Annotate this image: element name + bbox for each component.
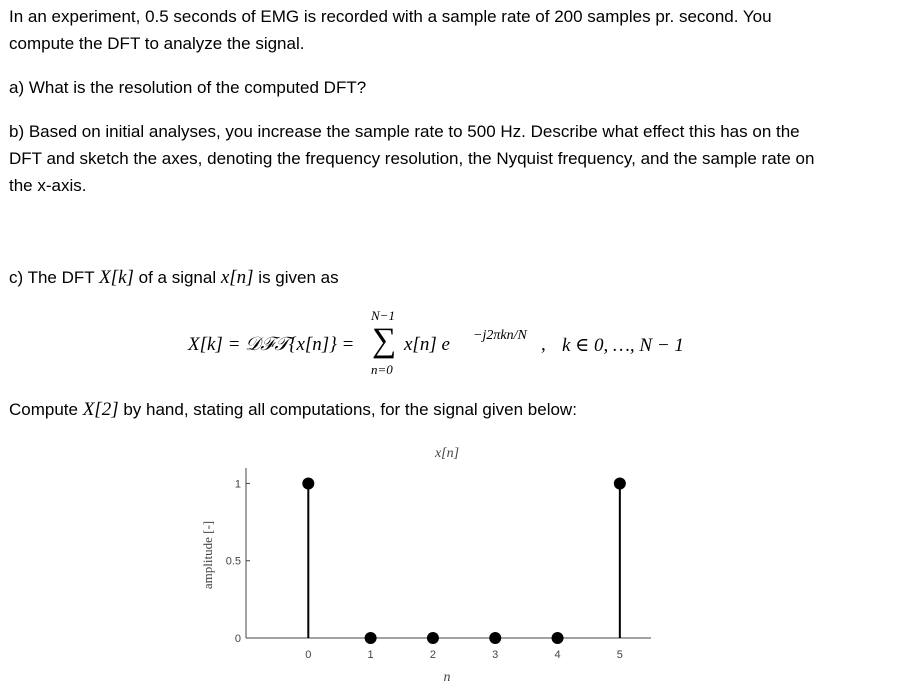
x-tick-label: 1 (367, 649, 374, 661)
y-tick-label: 0 (234, 633, 241, 645)
stem-marker (427, 632, 439, 644)
part-b-line-2: DFT and sketch the axes, denoting the frequency resolution, the Nyquist frequency, and the sample rate on (9, 149, 815, 168)
equation-range: k ∈ 0, …, N − 1 (562, 335, 684, 356)
x-tick-label: 3 (492, 649, 499, 661)
compute-X2: X[2] (82, 399, 119, 420)
equation-term: x[n] e (404, 334, 450, 355)
stem-marker (614, 477, 626, 489)
y-tick-label: 0.5 (225, 555, 241, 568)
x-tick-label: 0 (305, 649, 312, 661)
stem-marker (489, 632, 501, 644)
part-b-line-1: b) Based on initial analyses, you increase the sample rate to 500 Hz. Describe what effect this has on the (9, 122, 800, 141)
part-a-question: a) What is the resolution of the computed DFT? (9, 78, 367, 97)
x-tick-label: 5 (616, 649, 623, 661)
x-axis-label: n (443, 670, 451, 685)
part-c-xn: x[n] (220, 267, 254, 288)
plot-title: x[n] (434, 446, 460, 461)
y-tick-label: 1 (234, 478, 241, 491)
intro-line-1: In an experiment, 0.5 seconds of EMG is recorded with a sample rate of 200 samples pr. second. You (9, 7, 772, 26)
part-c-intro (9, 264, 889, 291)
intro-line-2: compute the DFT to analyze the signal. (9, 34, 305, 53)
stem-marker (365, 632, 377, 644)
x-tick-label: 2 (429, 649, 436, 661)
part-c-suffix: is given as (253, 268, 339, 287)
x-tick-label: 4 (554, 649, 561, 661)
part-c-prefix: c) The DFT (9, 268, 100, 287)
dft-equation (0, 300, 906, 390)
compute-prefix: Compute (9, 400, 83, 419)
stem-marker (302, 477, 314, 489)
equation-upper-limit: N−1 (371, 308, 395, 323)
equation-lower-limit: n=0 (371, 362, 393, 377)
intro-paragraph (9, 3, 889, 57)
part-b-question (9, 118, 889, 199)
stem-plot (0, 430, 906, 698)
equation-comma: , (541, 334, 546, 355)
stem-marker (552, 632, 564, 644)
equation-lhs: X[k] = 𝒟ℱ𝒯{x[n]} = (188, 334, 355, 355)
part-b-line-3: the x-axis. (9, 176, 87, 195)
compute-suffix: by hand, stating all computations, for the signal given below: (118, 400, 577, 419)
compute-instruction (9, 396, 889, 423)
equation-exponent: −j2πkn/N (473, 328, 527, 343)
part-c-Xk: X[k] (99, 267, 134, 288)
part-c-middle: of a signal (133, 268, 221, 287)
y-axis-label: amplitude [-] (200, 520, 215, 590)
sigma-symbol: ∑ (372, 322, 397, 359)
